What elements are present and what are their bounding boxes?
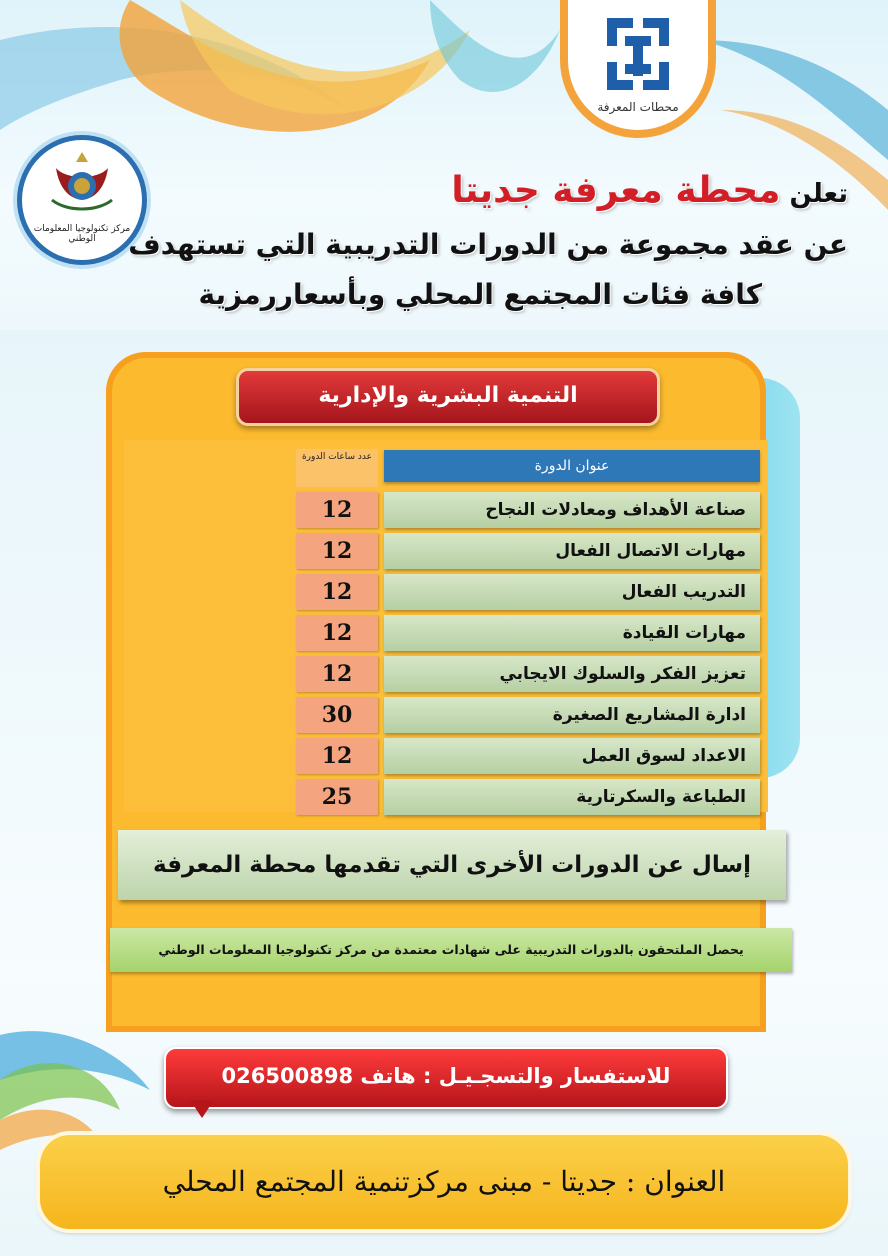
ask-other-courses: إسال عن الدورات الأخرى التي تقدمها محطة المعرفة: [118, 830, 786, 900]
course-hours: 30: [296, 697, 378, 733]
course-title: مهارات القيادة: [384, 615, 760, 651]
brand-logo: [568, 0, 708, 130]
course-hours: 12: [296, 533, 378, 569]
certificate-note: يحصل الملتحقون بالدورات التدريبية على شهادات معتمدة من مركز تكنولوجيا المعلومات الوطني: [110, 928, 792, 972]
headline-highlight: محطة معرفة جديتا: [451, 170, 781, 211]
headline-prefix: تعلن: [789, 179, 848, 209]
course-hours: 12: [296, 492, 378, 528]
course-hours: 12: [296, 615, 378, 651]
contact-banner-tail: [190, 1100, 214, 1118]
course-title: الطباعة والسكرتارية: [384, 779, 760, 815]
course-title: صناعة الأهداف ومعادلات النجاح: [384, 492, 760, 528]
course-hours: 12: [296, 656, 378, 692]
contact-banner: للاستفسار والتسجـيـل : هاتف 026500898: [164, 1047, 728, 1109]
headline-line1: [451, 170, 848, 211]
section-title: التنمية البشرية والإدارية: [236, 368, 660, 426]
course-hours: 12: [296, 738, 378, 774]
hours-column-header: عدد ساعات الدورة: [296, 449, 378, 487]
title-column-header: عنوان الدورة: [384, 450, 760, 482]
headline-line3: كافة فئات المجتمع المحلي وبأسعاررمزية: [198, 278, 762, 311]
course-title: مهارات الاتصال الفعال: [384, 533, 760, 569]
brand-name: محطات المعرفة: [597, 100, 679, 114]
course-title: الاعداد لسوق العمل: [384, 738, 760, 774]
course-hours: 25: [296, 779, 378, 815]
address-banner: العنوان : جديتا - مبنى مركزتنمية المجتمع المحلي: [40, 1135, 848, 1229]
headline-line2: عن عقد مجموعة من الدورات التدريبية التي تستهدف: [128, 228, 848, 261]
knowledge-stations-icon: [603, 14, 673, 96]
course-title: ادارة المشاريع الصغيرة: [384, 697, 760, 733]
crest-icon: [22, 140, 142, 230]
course-hours: 12: [296, 574, 378, 610]
course-title: التدريب الفعال: [384, 574, 760, 610]
emblem-caption: مركز تكنولوجيا المعلومات الوطني: [33, 224, 131, 244]
course-title: تعزيز الفكر والسلوك الايجابي: [384, 656, 760, 692]
national-emblem: [22, 140, 142, 260]
